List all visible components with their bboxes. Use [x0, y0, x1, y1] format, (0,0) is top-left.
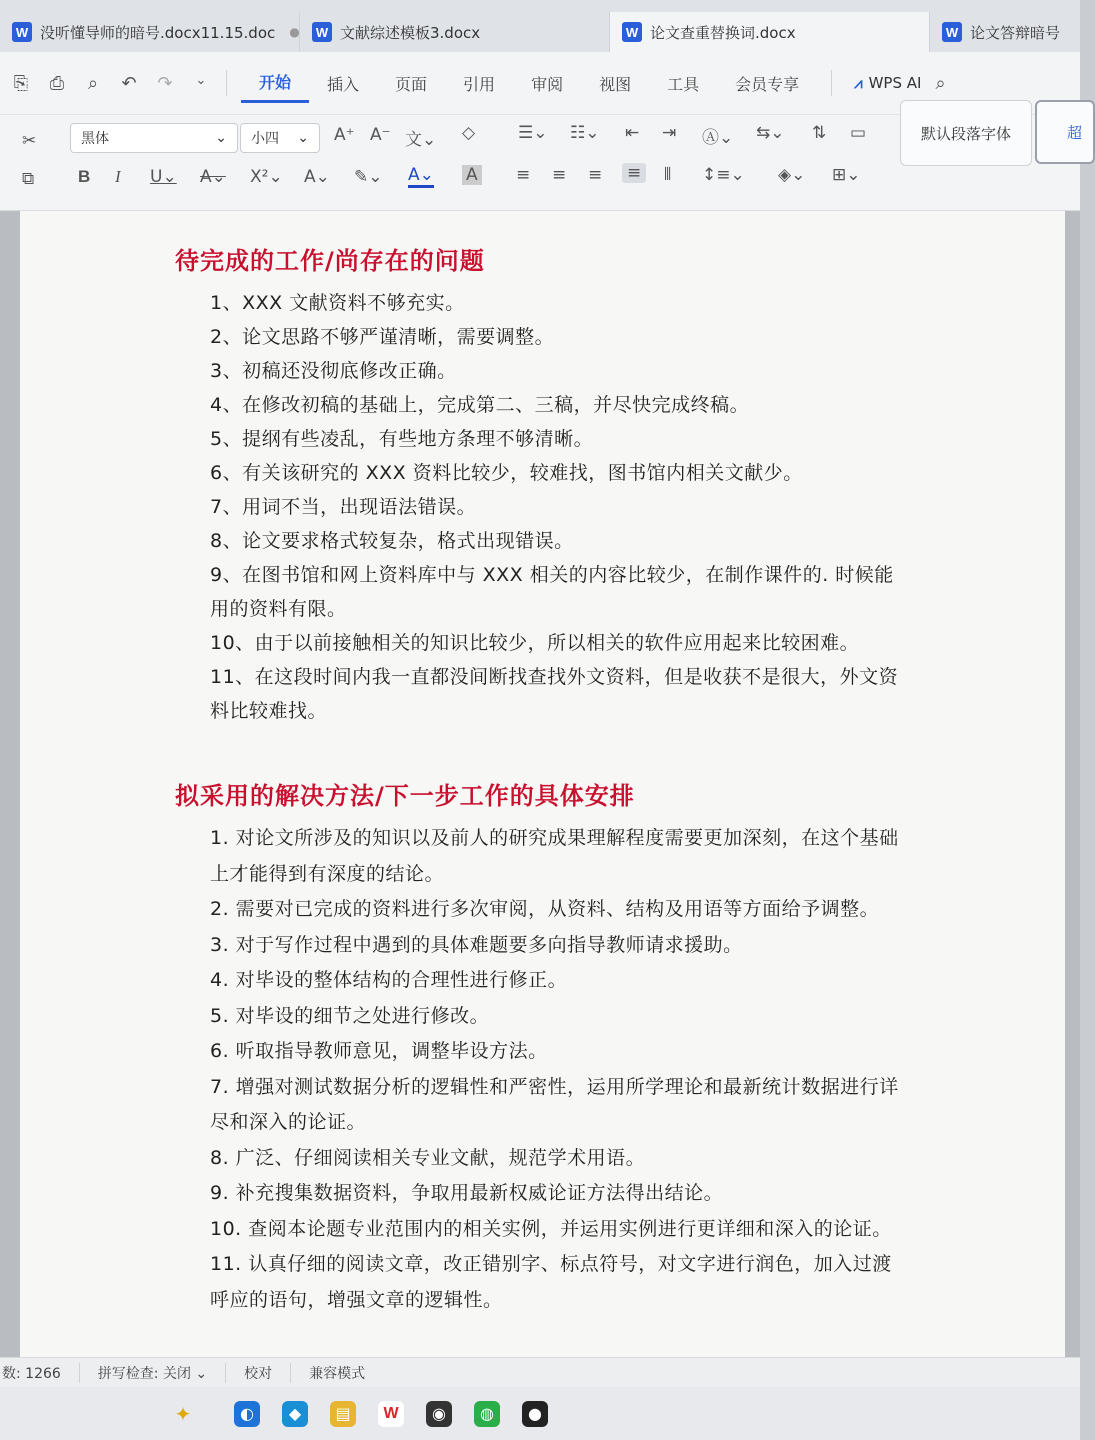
wps-ai-button[interactable]	[854, 74, 921, 92]
align-center-icon[interactable]: ≡	[552, 165, 567, 185]
list-item: 5、提纲有些凌乱，有些地方条理不够清晰。	[210, 428, 594, 450]
spell-check-label: 拼写检查: 关闭	[97, 1366, 191, 1382]
tab-references[interactable]: 引用	[463, 74, 496, 94]
strikethrough-icon[interactable]: A⌄	[200, 167, 226, 187]
file-explorer-icon[interactable]: ▤	[330, 1401, 356, 1427]
list-item: 4、在修改初稿的基础上，完成第二、三稿，并尽快完成终稿。	[210, 394, 750, 416]
sort-icon[interactable]: ⇅	[812, 123, 827, 143]
print-preview-icon[interactable]: ⌕	[87, 72, 99, 94]
style-hyperlink[interactable]	[1035, 100, 1095, 164]
character-shading-icon[interactable]: A	[462, 165, 482, 185]
superscript-icon[interactable]: X²⌄	[250, 167, 283, 187]
document-area	[0, 211, 1080, 1357]
chevron-down-icon: ⌄	[297, 130, 309, 146]
divider	[226, 70, 227, 96]
increase-indent-icon[interactable]: ⇥	[662, 123, 677, 143]
italic-icon[interactable]: I	[115, 167, 121, 186]
search-icon[interactable]: ⌕	[935, 72, 946, 94]
compatibility-mode: 兼容模式	[309, 1366, 366, 1382]
document-tab-bar	[0, 0, 1080, 52]
close-icon[interactable]: ●	[289, 25, 300, 39]
undo-icon[interactable]: ↶	[121, 72, 137, 94]
list-item: 2. 需要对已完成的资料进行多次审阅，从资料、结构及用语等方面给予调整。	[210, 898, 880, 920]
ribbon-tabs	[241, 63, 817, 103]
font-size-select[interactable]	[240, 123, 320, 153]
list-item: 4. 对毕设的整体结构的合理性进行修正。	[210, 969, 568, 991]
list-item: 5. 对毕设的细节之处进行修改。	[210, 1004, 490, 1027]
tab-home[interactable]: 开始	[241, 63, 309, 103]
style-default-paragraph-font[interactable]	[900, 100, 1032, 166]
list-item: 6、有关该研究的 XXX 资料比较少，较难找，图书馆内相关文献少。	[210, 462, 803, 484]
taskbar	[0, 1387, 1080, 1440]
tab-title: 论文答辩暗号	[970, 23, 1061, 42]
distributed-icon[interactable]: ⫴	[664, 165, 672, 185]
document-tab[interactable]	[300, 12, 610, 52]
bold-icon[interactable]: B	[78, 167, 91, 186]
underline-icon[interactable]: U⌄	[150, 167, 177, 187]
browser-icon[interactable]: ◐	[234, 1401, 260, 1427]
justify-icon[interactable]: ≡	[622, 163, 646, 183]
section-heading: 待完成的工作/尚存在的问题	[175, 247, 485, 275]
document-tab-active[interactable]	[610, 12, 930, 52]
spell-check-status[interactable]	[80, 1363, 226, 1383]
document-page[interactable]	[20, 211, 1065, 1357]
phonetic-guide-icon[interactable]: 文⌄	[405, 130, 437, 150]
quick-access-toolbar	[0, 73, 212, 94]
tab-title: 论文查重替换词.docx	[650, 23, 796, 42]
copy-icon[interactable]: ⧉	[22, 169, 35, 189]
wps-writer-icon: W	[622, 22, 642, 42]
style-label: 默认段落字体	[920, 124, 1011, 143]
wechat-icon[interactable]: ◍	[474, 1401, 500, 1427]
shrink-font-icon[interactable]: A⁻	[370, 125, 391, 145]
format-painter-icon[interactable]: ⎘	[13, 72, 29, 94]
proofread-button[interactable]: 校对	[226, 1363, 291, 1383]
list-item: 10、由于以前接触相关的知识比较少，所以相关的软件应用起来比较困难。	[210, 632, 860, 654]
tab-view[interactable]: 视图	[599, 74, 632, 94]
list-item: 1. 对论文所涉及的知识以及前人的研究成果理解程度需要更加深刻，在这个基础上才能得到有深度的结论。	[210, 827, 899, 885]
font-size-value: 小四	[251, 131, 279, 147]
list-item: 11. 认真仔细的阅读文章，改正错别字、标点符号，对文字进行润色，加入过渡呼应的语句，增强文章的逻辑性。	[210, 1253, 892, 1311]
list-item: 3、初稿还没彻底修改正确。	[210, 360, 457, 382]
chevron-down-icon: ⌄	[195, 1366, 208, 1382]
list-item: 7. 增强对测试数据分析的逻辑性和严密性，运用所学理论和最新统计数据进行详尽和深入的论证。	[210, 1075, 899, 1133]
grow-font-icon[interactable]: A⁺	[334, 125, 355, 145]
section-heading: 拟采用的解决方法/下一步工作的具体安排	[175, 782, 635, 810]
list-item: 9. 补充搜集数据资料，争取用最新权威论证方法得出结论。	[210, 1182, 724, 1204]
wps-writer-icon: W	[12, 22, 32, 42]
borders-icon[interactable]: ⊞⌄	[832, 165, 861, 185]
wps-writer-icon: W	[942, 22, 962, 42]
document-tab[interactable]	[930, 12, 1080, 52]
copilot-sparkle-icon[interactable]: ✦	[174, 1401, 192, 1426]
chevron-down-icon[interactable]: ⌄	[195, 72, 207, 88]
list-item: 2、论文思路不够严谨清晰，需要调整。	[210, 326, 555, 348]
cut-icon[interactable]: ✂	[22, 131, 37, 151]
text-effect-icon[interactable]: A⌄	[304, 167, 330, 187]
style-label: 超	[1067, 123, 1083, 142]
line-spacing-icon[interactable]: ↕≡⌄	[702, 165, 745, 185]
list-item: 10. 查阅本论题专业范围内的相关实例，并运用实例进行更详细和深入的论证。	[210, 1217, 892, 1240]
list-item: 1、XXX 文献资料不够充实。	[210, 292, 465, 314]
tab-tools[interactable]: 工具	[667, 74, 700, 94]
wps-ai-icon: ⩘	[854, 74, 863, 92]
chevron-down-icon: ⌄	[215, 130, 227, 146]
tab-page[interactable]: 页面	[395, 74, 428, 94]
document-tab[interactable]	[0, 12, 300, 52]
tab-title: 没听懂导师的暗号.docx11.15.doc	[40, 23, 276, 42]
print-icon[interactable]: ⎙	[49, 72, 65, 94]
tab-insert[interactable]: 插入	[327, 74, 360, 94]
tab-review[interactable]: 审阅	[531, 74, 564, 94]
issues-list	[210, 286, 910, 728]
text-direction-icon[interactable]: ⇆⌄	[756, 123, 785, 143]
chinese-layout-icon[interactable]: Ⓐ⌄	[702, 128, 734, 148]
font-name-value: 黑体	[81, 131, 109, 147]
show-marks-icon[interactable]: ▭	[850, 123, 867, 143]
word-count[interactable]: 数: 1266	[0, 1363, 80, 1383]
list-item: 3. 对于写作过程中遇到的具体难题要多向指导教师请求援助。	[210, 933, 743, 956]
list-item: 8、论文要求格式较复杂，格式出现错误。	[210, 530, 574, 552]
font-color-icon[interactable]: A⌄	[408, 165, 434, 188]
qq-penguin-icon[interactable]: ●	[522, 1401, 548, 1427]
solutions-list	[210, 821, 910, 1318]
list-item: 7、用词不当，出现语法错误。	[210, 496, 477, 518]
decrease-indent-icon[interactable]: ⇤	[625, 123, 640, 143]
list-item: 9、在图书馆和网上资料库中与 XXX 相关的内容比较少，在制作课件的. 时候能用的资料有限。	[210, 564, 894, 620]
redo-icon[interactable]: ↷	[157, 72, 173, 94]
numbering-icon[interactable]: ☷⌄	[570, 123, 600, 143]
clear-format-icon[interactable]: ◇	[462, 123, 476, 143]
align-right-icon[interactable]: ≡	[588, 165, 603, 185]
qq-icon[interactable]: ◉	[426, 1401, 452, 1427]
tab-membership[interactable]: 会员专享	[735, 74, 800, 94]
store-icon[interactable]: ◆	[282, 1401, 308, 1427]
status-bar	[0, 1357, 1080, 1388]
wps-office-icon[interactable]: W	[378, 1401, 404, 1427]
shading-icon[interactable]: ◈⌄	[778, 165, 806, 185]
wps-ai-label: WPS AI	[868, 74, 922, 92]
font-name-select[interactable]	[70, 123, 238, 153]
divider	[831, 70, 832, 96]
tab-title: 文献综述模板3.docx	[340, 23, 481, 42]
list-item: 11、在这段时间内我一直都没间断找查找外文资料，但是收获不是很大，外文资料比较难找。	[210, 666, 899, 722]
align-left-icon[interactable]: ≡	[516, 165, 531, 185]
list-item: 6. 听取指导教师意见，调整毕设方法。	[210, 1040, 548, 1062]
bullets-icon[interactable]: ☰⌄	[518, 123, 548, 143]
wps-writer-icon: W	[312, 22, 332, 42]
list-item: 8. 广泛、仔细阅读相关专业文献，规范学术用语。	[210, 1146, 646, 1169]
highlight-icon[interactable]: ✎⌄	[354, 167, 383, 187]
